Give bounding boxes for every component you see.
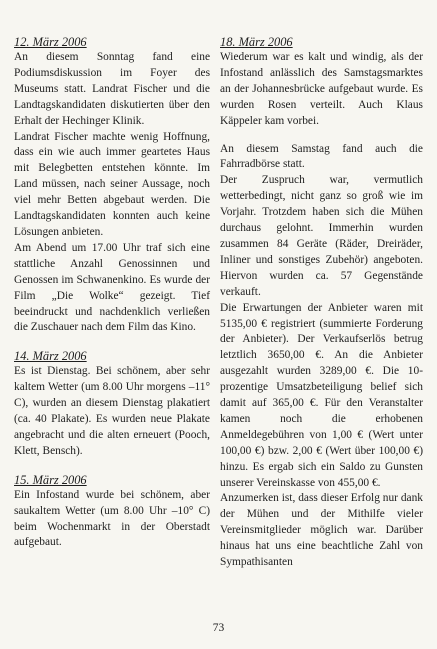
paragraph: Ein Infostand wurde bei schönem, aber saukaltem Wetter (um 8.00 Uhr –10° C) beim Wochenmarkt in der Oberstadt aufgebaut. bbox=[14, 488, 210, 549]
paragraph: Landrat Fischer machte wenig Hoffnung, dass ein wie auch immer geartetes Haus mit Belegbetten entstehen könnte. Im Land müssen, nach seiner Aussage, noch viel mehr Betten abgebaut werden. Die Landtagskandidaten konnten auch keine Lösungen anbieten. bbox=[14, 130, 210, 238]
paragraph: Wiederum war es kalt und windig, als der Infostand anlässlich des Samstagsmarktes an der Johannesbrücke aufgebaut wurde. Es wurden Rosen verteilt. Auch Klaus Käppeler kam vorbei. bbox=[220, 51, 423, 127]
right-column bbox=[220, 34, 423, 571]
spacer bbox=[14, 460, 210, 472]
left-column bbox=[14, 34, 210, 551]
paragraph: An diesem Samstag fand auch die Fahrradbörse statt. bbox=[220, 142, 423, 171]
paragraph: An diesem Sonntag fand eine Podiumsdiskussion im Foyer des Museums statt. Landrat Fischer und die Landtagskandidaten diskutierten über den Erhalt der Hechinger Klinik. bbox=[14, 51, 210, 127]
spacer bbox=[14, 336, 210, 348]
paragraph: Anzumerken ist, dass dieser Erfolg nur dank der Mühen und der Mithilfe vieler Vereinsmitglieder möglich war. Darüber hinaus hat uns eine beachtliche Zahl von Sympathisanten bbox=[220, 492, 423, 569]
section-heading-12-maerz: 12. März 2006 bbox=[14, 35, 87, 49]
page-number: 73 bbox=[212, 622, 225, 634]
spacer bbox=[220, 130, 423, 142]
paragraph: Der Zuspruch war, vermutlich wetterbedingt, nicht ganz so groß wie im Vorjahr. Trotzdem haben sich die Mühen durchaus gelohnt. Immerhin wurden zusammen 84 Geräte (Räder, Dreiräder, Inliner und sonstiges Zubehör) angeboten. Hiervon wurden ca. 57 Gegenstände verkauft. bbox=[220, 174, 423, 298]
paragraph: Am Abend um 17.00 Uhr traf sich eine stattliche Anzahl Genossinnen und Genossen im Schwanenkino. Es wurde der Film „Die Wolke“ gezeigt. Tief beeindruckt und nachdenklich verließen die Zuschauer nach dem Film das Kino. bbox=[14, 241, 210, 334]
section-heading-14-maerz: 14. März 2006 bbox=[14, 349, 87, 364]
paragraph: Es ist Dienstag. Bei schönem, aber sehr kaltem Wetter (um 8.00 Uhr morgens –11° C), wurden an diesem Dienstag plakatiert (ca. 40 Plakate). Es wurden neue Plakate angebracht und die alten erneuert (Pooch, Klett, Bensch). bbox=[14, 365, 210, 457]
paragraph: Die Erwartungen der Anbieter waren mit 5135,00 € registriert (summierte Forderung der Anbieter). Der Verkaufserlös betrug letztlich 3650,00 €. An die Anbieter ausgezahlt wurden 3289,00 €. Die 10-prozentige Umsatzbeteiligung belief sich damit auf 365,00 €. Für den Veranstalter kamen noch die erhobenen Anmeldegebühren von 1,00 € (Wert unter 100,00 €) bzw. 2,00 € (Wert über 100,00 €) hinzu. Es ergab sich ein Saldo zu Gunsten unserer Vereinskasse von 455,00 €. bbox=[220, 301, 423, 489]
section-heading-18-maerz: 18. März 2006 bbox=[220, 35, 293, 49]
section-heading-15-maerz: 15. März 2006 bbox=[14, 472, 87, 487]
